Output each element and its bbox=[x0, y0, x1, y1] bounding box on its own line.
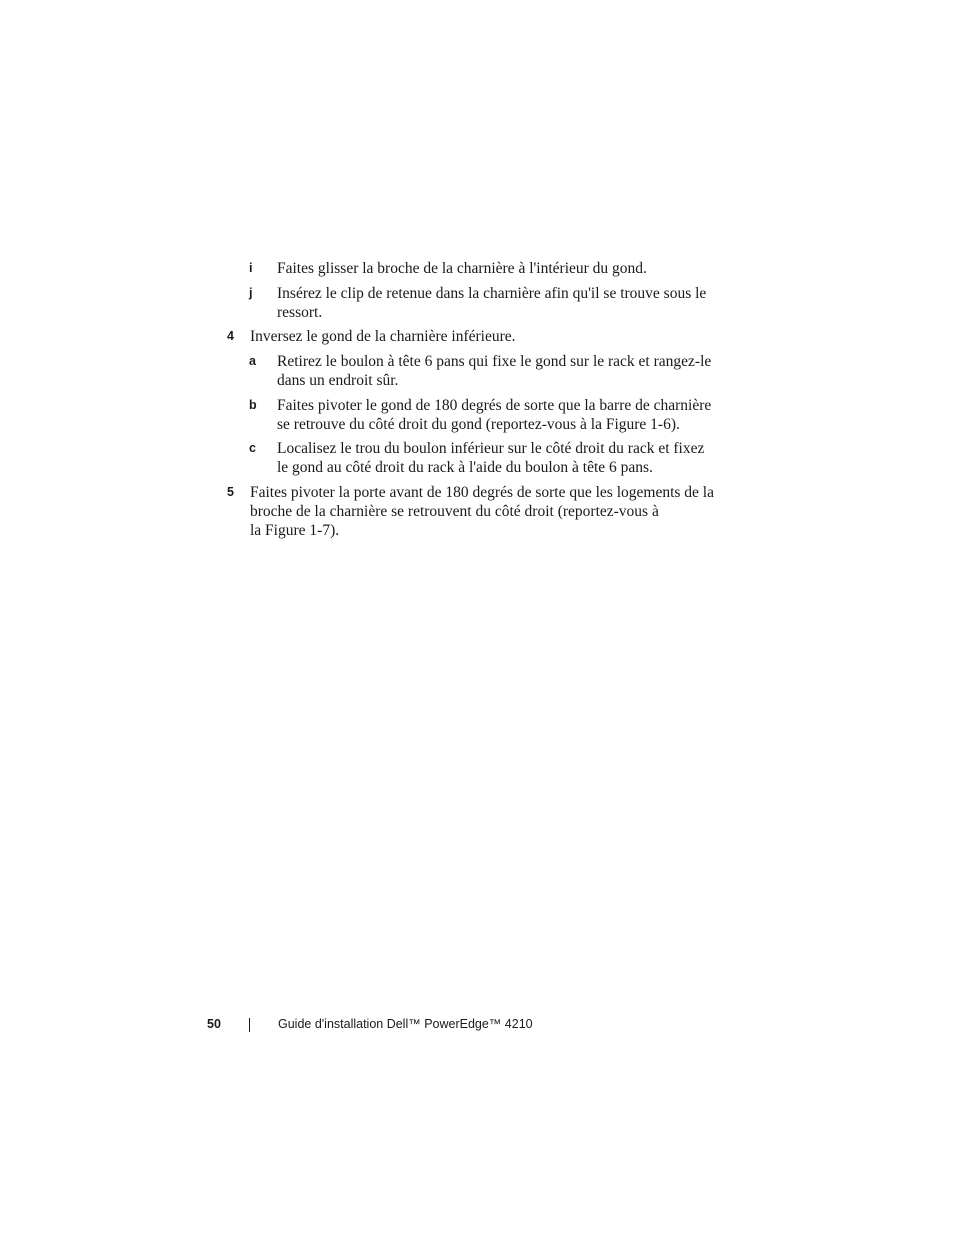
page-footer bbox=[0, 1014, 954, 1036]
step-text bbox=[277, 396, 711, 434]
step-text-line: Faites glisser la broche de la charnière à l'intérieur du gond. bbox=[277, 260, 647, 277]
step-text bbox=[277, 439, 704, 477]
step-text-line: ressort. bbox=[277, 304, 323, 321]
step-text-line: se retrouve du côté droit du gond (reportez-vous à la Figure 1-6). bbox=[277, 416, 680, 433]
step-text bbox=[250, 327, 516, 346]
step-marker: c bbox=[249, 441, 256, 455]
step-marker: 5 bbox=[227, 485, 234, 499]
step-text-line: Faites pivoter le gond de 180 degrés de sorte que la barre de charnière bbox=[277, 397, 712, 414]
step-text-line: Faites pivoter la porte avant de 180 degrés de sorte que les logements de la bbox=[250, 484, 714, 501]
step-text-line: broche de la charnière se retrouvent du côté droit (reportez-vous à bbox=[250, 503, 659, 520]
step-text bbox=[250, 483, 714, 540]
step-text-line: la Figure 1-7). bbox=[250, 522, 340, 539]
step-text-line: Localisez le trou du boulon inférieur sur le côté droit du rack et fixez bbox=[277, 440, 705, 457]
step-text-line: Inversez le gond de la charnière inférieure. bbox=[250, 328, 516, 345]
step-text-line: Insérez le clip de retenue dans la charnière afin qu'il se trouve sous le bbox=[277, 285, 707, 302]
page-number: 50 bbox=[207, 1017, 221, 1031]
step-marker: a bbox=[249, 354, 256, 368]
step-marker: j bbox=[249, 286, 253, 300]
step-text-line: Retirez le boulon à tête 6 pans qui fixe le gond sur le rack et rangez-le bbox=[277, 353, 712, 370]
step-text-line: le gond au côté droit du rack à l'aide du boulon à tête 6 pans. bbox=[277, 459, 653, 476]
step-text bbox=[277, 284, 706, 322]
step-text bbox=[277, 352, 711, 390]
step-marker: i bbox=[249, 261, 253, 275]
footer-divider bbox=[249, 1018, 250, 1032]
step-text bbox=[277, 259, 647, 278]
step-marker: b bbox=[249, 398, 257, 412]
step-marker: 4 bbox=[227, 329, 234, 343]
step-text-line: dans un endroit sûr. bbox=[277, 372, 399, 389]
document-title: Guide d'installation Dell™ PowerEdge™ 4210 bbox=[278, 1017, 533, 1031]
